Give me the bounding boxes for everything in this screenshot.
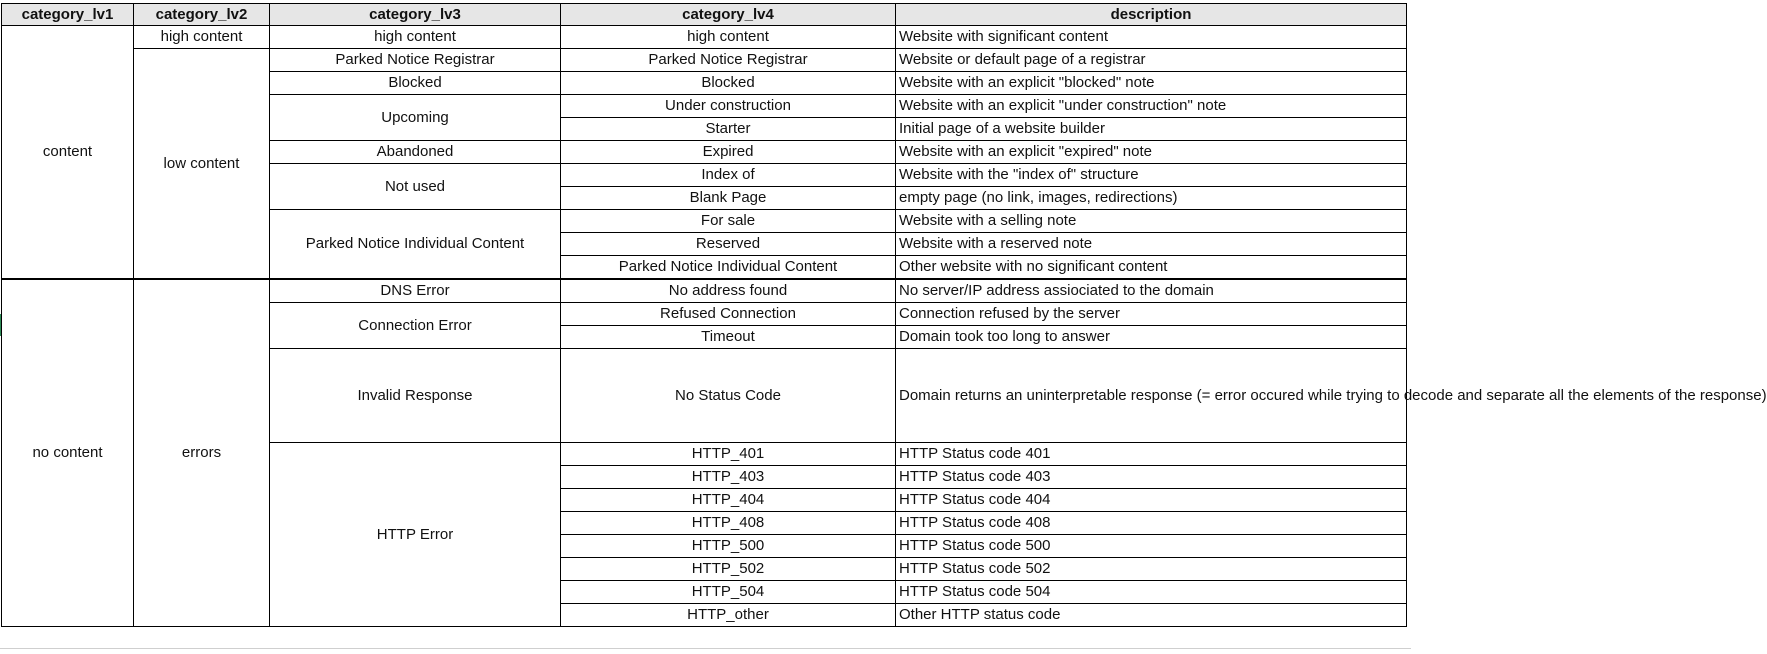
cell-description[interactable]: Other HTTP status code [896,604,1407,627]
cell-lv3-upcoming[interactable]: Upcoming [270,95,561,141]
header-category-lv2[interactable]: category_lv2 [134,4,270,26]
cell-description[interactable]: HTTP Status code 403 [896,466,1407,489]
cell-description[interactable]: Initial page of a website builder [896,118,1407,141]
table-row [2,26,1407,49]
cell-lv3-high-content[interactable]: high content [270,26,561,49]
cell-description[interactable]: HTTP Status code 401 [896,443,1407,466]
cell-lv3-not-used[interactable]: Not used [270,164,561,210]
cell-lv4[interactable]: Timeout [561,326,896,349]
cell-lv4[interactable]: Reserved [561,233,896,256]
cell-lv4[interactable]: No Status Code [561,349,896,443]
cell-lv3-parked-registrar[interactable]: Parked Notice Registrar [270,49,561,72]
cell-lv4[interactable]: HTTP_other [561,604,896,627]
cell-lv4[interactable]: HTTP_504 [561,581,896,604]
cell-description[interactable]: HTTP Status code 408 [896,512,1407,535]
header-category-lv4[interactable]: category_lv4 [561,4,896,26]
cell-lv4[interactable]: HTTP_403 [561,466,896,489]
cell-description[interactable]: Connection refused by the server [896,303,1407,326]
cell-description[interactable]: empty page (no link, images, redirections) [896,187,1407,210]
cell-lv4[interactable]: HTTP_500 [561,535,896,558]
header-description[interactable]: description [896,4,1407,26]
cell-description[interactable]: HTTP Status code 404 [896,489,1407,512]
cell-lv3-invalid-response[interactable]: Invalid Response [270,349,561,443]
cell-lv1-content[interactable]: content [2,26,134,280]
cell-lv4[interactable]: HTTP_404 [561,489,896,512]
cell-lv3-abandoned[interactable]: Abandoned [270,141,561,164]
cell-description[interactable]: Website with an explicit "under construction" note [896,95,1407,118]
cell-description[interactable]: Website with an explicit "expired" note [896,141,1407,164]
cell-description[interactable]: Domain took too long to answer [896,326,1407,349]
table-row [2,279,1407,303]
cell-lv1-no-content[interactable]: no content [2,279,134,627]
cell-description[interactable]: HTTP Status code 504 [896,581,1407,604]
cell-lv4[interactable]: Expired [561,141,896,164]
cell-description[interactable]: No server/IP address assiociated to the domain [896,279,1407,303]
cell-description[interactable]: Website with a selling note [896,210,1407,233]
cell-lv4[interactable]: HTTP_401 [561,443,896,466]
header-category-lv1[interactable]: category_lv1 [2,4,134,26]
cell-lv3-connection-error[interactable]: Connection Error [270,303,561,349]
cell-description[interactable]: Website with an explicit "blocked" note [896,72,1407,95]
cell-lv2-low-content[interactable]: low content [134,49,270,280]
cell-description[interactable]: Other website with no significant content [896,256,1407,280]
cell-lv4[interactable]: For sale [561,210,896,233]
cell-lv4[interactable]: Refused Connection [561,303,896,326]
cell-lv4[interactable]: HTTP_502 [561,558,896,581]
header-row [2,4,1407,26]
cell-description[interactable]: HTTP Status code 502 [896,558,1407,581]
cell-description[interactable]: Website with the "index of" structure [896,164,1407,187]
cell-lv3-blocked[interactable]: Blocked [270,72,561,95]
cell-description[interactable]: Website with significant content [896,26,1407,49]
cell-description[interactable]: Website with a reserved note [896,233,1407,256]
cell-lv3-parked-individual[interactable]: Parked Notice Individual Content [270,210,561,280]
cell-lv4[interactable]: Parked Notice Registrar [561,49,896,72]
cell-lv4[interactable]: No address found [561,279,896,303]
cell-description[interactable]: HTTP Status code 500 [896,535,1407,558]
cell-description[interactable]: Domain returns an uninterpretable response (= error occured while trying to decode and separate all the elements of the response) [896,349,1407,443]
cell-description[interactable]: Website or default page of a registrar [896,49,1407,72]
cell-lv4[interactable]: HTTP_408 [561,512,896,535]
header-category-lv3[interactable]: category_lv3 [270,4,561,26]
category-table [1,3,1767,627]
cell-lv2-errors[interactable]: errors [134,279,270,627]
cell-lv3-http-error[interactable]: HTTP Error [270,443,561,627]
cell-lv4[interactable]: Under construction [561,95,896,118]
table-row [2,49,1407,72]
cell-lv4[interactable]: high content [561,26,896,49]
sheet-bottom-edge [0,648,1411,649]
cell-lv4[interactable]: Blocked [561,72,896,95]
cell-lv3-dns-error[interactable]: DNS Error [270,279,561,303]
cell-lv4[interactable]: Starter [561,118,896,141]
cell-lv4[interactable]: Parked Notice Individual Content [561,256,896,280]
cell-lv2-high-content[interactable]: high content [134,26,270,49]
cell-lv4[interactable]: Index of [561,164,896,187]
cell-lv4[interactable]: Blank Page [561,187,896,210]
